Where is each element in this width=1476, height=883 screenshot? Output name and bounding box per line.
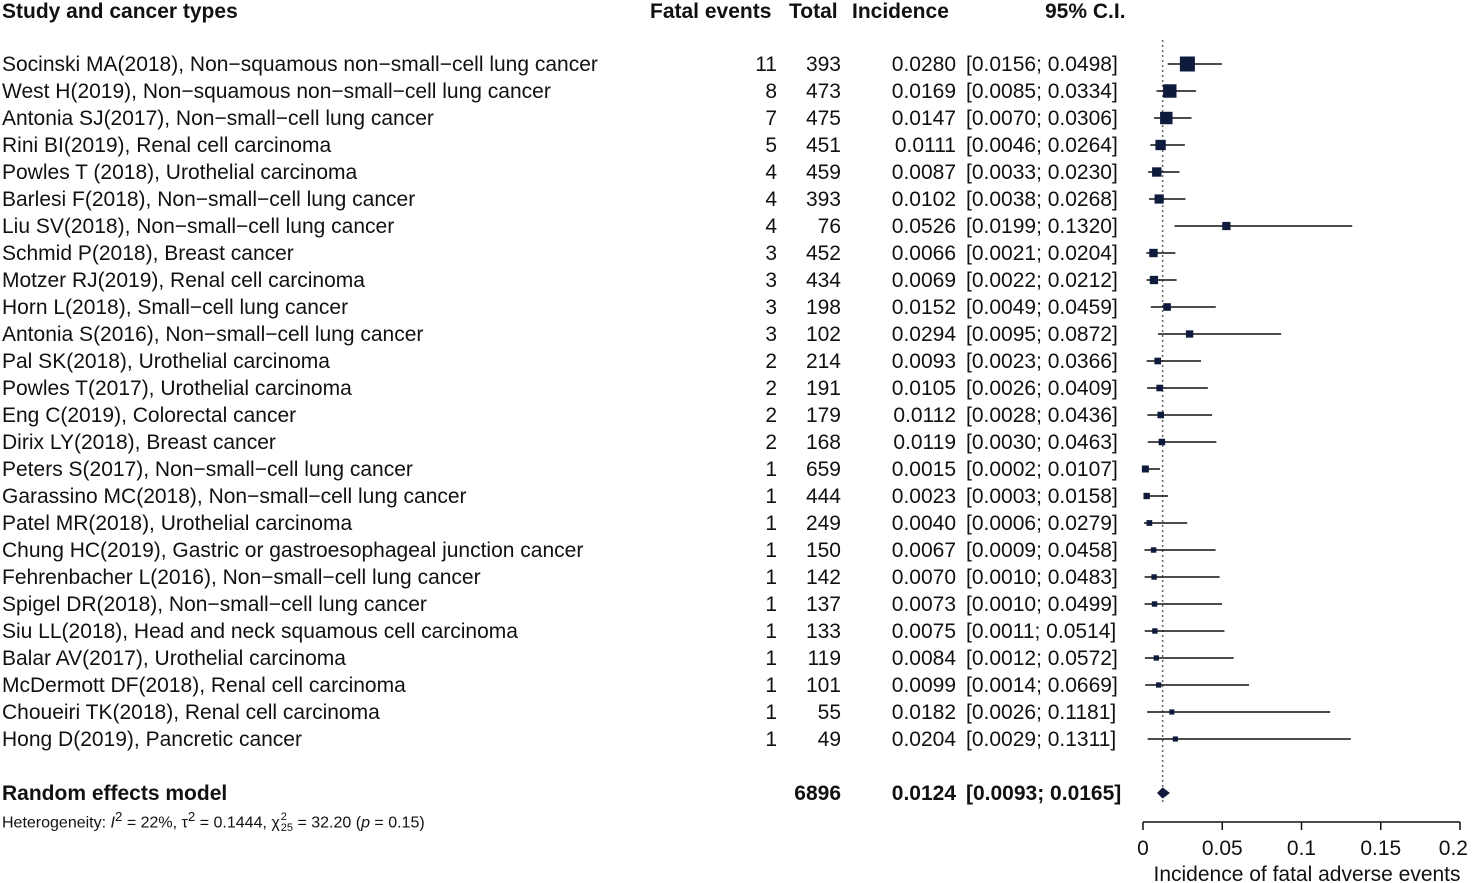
study-events: 2 [765,377,777,400]
study-label: Eng C(2019), Colorectal cancer [2,404,297,427]
study-total: 214 [805,350,841,373]
study-ci: [0.0070; 0.0306] [966,107,1118,130]
study-incidence: 0.0087 [891,161,956,184]
point-estimate [1173,736,1178,741]
study-label: Fehrenbacher L(2016), Non−small−cell lung cancer [2,566,481,589]
study-ci: [0.0028; 0.0436] [966,404,1118,427]
x-axis-label: Incidence of fatal adverse events [1153,863,1461,883]
study-total: 191 [805,377,841,400]
point-estimate [1152,601,1157,606]
x-tick-label: 0.2 [1438,837,1468,860]
study-ci: [0.0010; 0.0499] [966,593,1118,616]
study-ci: [0.0009; 0.0458] [966,539,1118,562]
study-label: Powles T(2017), Urothelial carcinoma [2,377,352,400]
het-p-symbol: p [361,814,370,832]
summary-label: Random effects model [2,782,228,805]
study-incidence: 0.0111 [894,134,956,157]
study-events: 1 [765,728,777,751]
het-i2-value: = 22%, [122,814,182,832]
study-ci: [0.0049; 0.0459] [966,296,1118,319]
study-label: Siu LL(2018), Head and neck squamous cell carcinoma [2,620,518,643]
study-label: Pal SK(2018), Urothelial carcinoma [2,350,330,373]
study-label: Choueiri TK(2018), Renal cell carcinoma [2,701,380,724]
study-total: 451 [805,134,841,157]
study-events: 8 [765,80,777,103]
study-incidence: 0.0147 [891,107,956,130]
study-label: McDermott DF(2018), Renal cell carcinoma [2,674,406,697]
study-ci: [0.0006; 0.0279] [966,512,1118,535]
study-ci: [0.0010; 0.0483] [966,566,1118,589]
point-estimate [1222,222,1230,230]
study-ci: [0.0026; 0.0409] [966,377,1118,400]
study-events: 3 [765,296,777,319]
summary-ci: [0.0093; 0.0165] [966,782,1122,805]
study-total: 150 [805,539,841,562]
study-label: Balar AV(2017), Urothelial carcinoma [2,647,346,670]
study-label: Schmid P(2018), Breast cancer [2,242,294,265]
study-incidence: 0.0023 [891,485,956,508]
study-label: Socinski MA(2018), Non−squamous non−small−cell lung cancer [2,53,598,76]
study-label: Liu SV(2018), Non−small−cell lung cancer [2,215,395,238]
study-events: 3 [765,269,777,292]
study-incidence: 0.0182 [891,701,956,724]
study-label: Antonia S(2016), Non−small−cell lung cancer [2,323,424,346]
study-incidence: 0.0070 [891,566,956,589]
study-total: 142 [805,566,841,589]
study-ci: [0.0095; 0.0872] [966,323,1118,346]
study-events: 4 [765,215,777,238]
x-tick-label: 0.15 [1360,837,1402,860]
study-incidence: 0.0526 [891,215,956,238]
point-estimate [1142,466,1149,473]
study-ci: [0.0014; 0.0669] [966,674,1118,697]
study-events: 7 [765,107,777,130]
point-estimate [1163,303,1171,311]
study-label: Barlesi F(2018), Non−small−cell lung cancer [2,188,416,211]
study-events: 3 [765,323,777,346]
het-i2-sup: 2 [114,809,123,824]
header-ci: 95% C.I. [1045,0,1126,23]
point-estimate [1186,330,1193,337]
study-incidence: 0.0294 [891,323,956,346]
study-ci: [0.0023; 0.0366] [966,350,1118,373]
study-events: 1 [765,458,777,481]
study-ci: [0.0021; 0.0204] [966,242,1118,265]
point-estimate [1151,574,1156,579]
study-events: 1 [765,647,777,670]
study-ci: [0.0033; 0.0230] [966,161,1118,184]
point-estimate [1149,249,1157,257]
point-estimate [1154,655,1159,660]
study-events: 1 [765,485,777,508]
study-ci: [0.0029; 0.1311] [966,728,1117,751]
point-estimate [1154,358,1161,365]
point-estimate [1163,84,1176,97]
study-total: 393 [805,53,841,76]
summary-diamond [1158,788,1169,798]
study-events: 1 [765,620,777,643]
study-total: 473 [805,80,841,103]
study-ci: [0.0002; 0.0107] [966,458,1118,481]
point-estimate [1155,140,1165,150]
study-events: 2 [765,350,777,373]
study-ci: [0.0038; 0.0268] [966,188,1118,211]
study-total: 659 [805,458,841,481]
point-estimate [1160,112,1172,124]
study-total: 119 [807,647,841,670]
study-total: 459 [805,161,841,184]
x-tick-label: 0 [1137,837,1149,860]
study-events: 2 [765,431,777,454]
study-total: 102 [805,323,841,346]
het-tau-value: = 0.1444, [195,814,272,832]
point-estimate [1159,439,1166,446]
study-total: 137 [805,593,841,616]
point-estimate [1155,194,1164,203]
study-label: West H(2019), Non−squamous non−small−cell lung cancer [2,80,551,103]
study-label: Dirix LY(2018), Breast cancer [2,431,276,454]
study-ci: [0.0085; 0.0334] [966,80,1118,103]
study-ci: [0.0022; 0.0212] [966,269,1118,292]
study-events: 1 [765,701,777,724]
study-incidence: 0.0105 [891,377,956,400]
study-ci: [0.0030; 0.0463] [966,431,1118,454]
point-estimate [1150,276,1158,284]
x-tick-label: 0.05 [1201,837,1243,860]
study-events: 2 [765,404,777,427]
study-incidence: 0.0102 [891,188,956,211]
study-total: 76 [817,215,841,238]
study-total: 101 [805,674,841,697]
study-events: 4 [765,161,777,184]
study-total: 179 [805,404,841,427]
het-chi-value: = 32.20 ( [293,814,362,832]
point-estimate [1146,520,1152,526]
study-incidence: 0.0015 [891,458,956,481]
point-estimate [1156,385,1163,392]
study-total: 133 [805,620,841,643]
study-incidence: 0.0119 [893,431,956,454]
header-study: Study and cancer types [2,0,238,23]
study-events: 1 [765,593,777,616]
study-label: Hong D(2019), Pancretic cancer [2,728,302,751]
het-chi-sup: 2 [280,811,287,824]
study-incidence: 0.0280 [891,53,956,76]
point-estimate [1152,628,1157,633]
study-total: 49 [817,728,841,751]
het-tau-sup: 2 [187,809,196,824]
study-label: Powles T (2018), Urothelial carcinoma [2,161,358,184]
study-incidence: 0.0067 [891,539,956,562]
study-total: 198 [805,296,841,319]
study-ci: [0.0011; 0.0514] [966,620,1117,643]
study-total: 434 [805,269,841,292]
study-total: 393 [805,188,841,211]
study-incidence: 0.0075 [891,620,956,643]
study-incidence: 0.0066 [891,242,956,265]
study-ci: [0.0012; 0.0572] [966,647,1118,670]
header-fatal-events: Fatal events [650,0,772,23]
study-label: Antonia SJ(2017), Non−small−cell lung cancer [2,107,434,130]
summary-total: 6896 [794,782,841,805]
het-prefix: Heterogeneity: [2,814,111,832]
study-incidence: 0.0069 [891,269,956,292]
study-events: 1 [765,512,777,535]
het-tau-symbol: τ [181,814,188,832]
study-events: 11 [755,53,777,76]
study-events: 1 [765,674,777,697]
study-ci: [0.0046; 0.0264] [966,134,1118,157]
point-estimate [1169,709,1174,714]
study-label: Garassino MC(2018), Non−small−cell lung cancer [2,485,467,508]
point-estimate [1156,682,1161,687]
study-events: 3 [765,242,777,265]
study-incidence: 0.0093 [891,350,956,373]
header-total: Total [789,0,838,23]
x-tick-label: 0.1 [1286,837,1317,860]
study-incidence: 0.0152 [891,296,956,319]
point-estimate [1180,57,1195,72]
point-estimate [1152,167,1161,176]
study-total: 444 [805,485,841,508]
study-ci: [0.0003; 0.0158] [966,485,1118,508]
study-incidence: 0.0204 [891,728,956,751]
study-total: 168 [805,431,841,454]
point-estimate [1157,412,1164,419]
het-chi-sub: 25 [280,822,294,835]
study-events: 1 [765,539,777,562]
study-ci: [0.0156; 0.0498] [966,53,1118,76]
study-incidence: 0.0099 [891,674,956,697]
het-chi-symbol: χ [271,814,280,832]
study-total: 452 [805,242,841,265]
study-label: Peters S(2017), Non−small−cell lung cancer [2,458,413,481]
study-events: 1 [765,566,777,589]
het-p-value: = 0.15) [369,814,425,832]
study-total: 249 [805,512,841,535]
study-total: 55 [817,701,841,724]
study-incidence: 0.0084 [891,647,956,670]
study-incidence: 0.0112 [893,404,956,427]
summary-incidence: 0.0124 [891,782,956,805]
point-estimate [1143,493,1149,499]
study-events: 5 [765,134,777,157]
header-incidence: Incidence [852,0,949,23]
study-incidence: 0.0040 [891,512,956,535]
study-label: Patel MR(2018), Urothelial carcinoma [2,512,353,535]
study-ci: [0.0199; 0.1320] [966,215,1118,238]
het-i2-symbol: I [110,814,115,832]
study-label: Motzer RJ(2019), Renal cell carcinoma [2,269,365,292]
study-label: Spigel DR(2018), Non−small−cell lung cancer [2,593,427,616]
study-label: Rini BI(2019), Renal cell carcinoma [2,134,332,157]
study-label: Chung HC(2019), Gastric or gastroesophageal junction cancer [2,539,584,562]
study-label: Horn L(2018), Small−cell lung cancer [2,296,349,319]
study-ci: [0.0026; 0.1181] [966,701,1117,724]
study-incidence: 0.0073 [891,593,956,616]
study-total: 475 [805,107,841,130]
point-estimate [1151,547,1156,552]
study-incidence: 0.0169 [891,80,956,103]
study-events: 4 [765,188,777,211]
